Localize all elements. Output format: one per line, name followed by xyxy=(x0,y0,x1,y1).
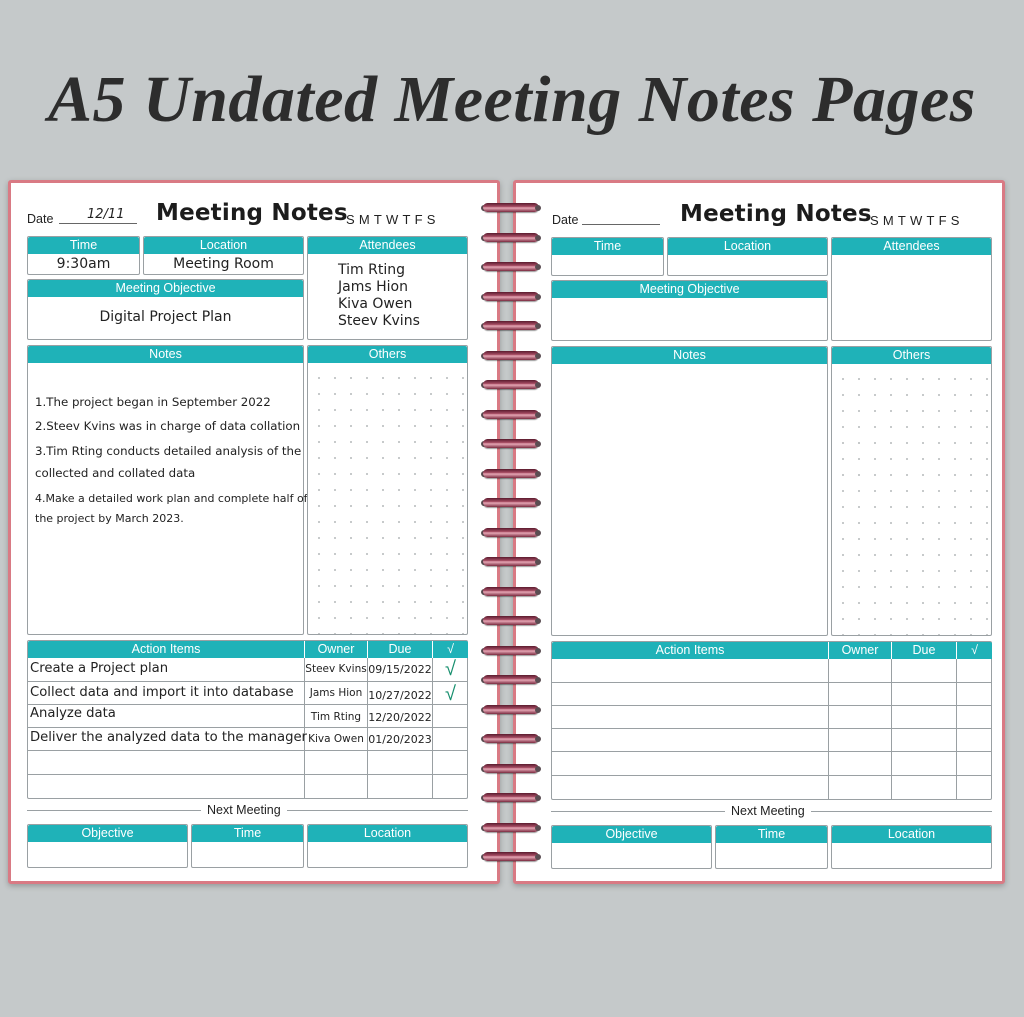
objective-value: Digital Project Plan xyxy=(99,309,232,325)
date-line xyxy=(582,224,660,225)
spiral-ring xyxy=(483,734,541,744)
location-value: Meeting Room xyxy=(173,256,274,272)
table-row xyxy=(28,727,467,751)
weekday-letters: SMTWTFS xyxy=(346,212,440,227)
note-line: the project by March 2023. xyxy=(35,512,184,525)
location-header: Location xyxy=(668,238,827,255)
check-mark-icon: √ xyxy=(445,683,456,705)
action-owner: Tim Rting xyxy=(310,711,362,723)
attendees-box xyxy=(307,236,468,340)
attendees-header: Attendees xyxy=(308,237,467,254)
others-header: Others xyxy=(308,346,467,363)
table-row xyxy=(28,750,467,775)
time-header: Time xyxy=(28,237,139,254)
next-time-box xyxy=(191,824,304,868)
spiral-ring xyxy=(483,587,541,597)
table-row xyxy=(552,728,991,729)
next-objective-header: Objective xyxy=(552,826,711,843)
banner-title: A5 Undated Meeting Notes Pages xyxy=(48,63,976,136)
spiral-ring xyxy=(483,351,541,361)
due-header: Due xyxy=(368,641,432,658)
column-divider xyxy=(956,659,957,799)
due-header: Due xyxy=(892,642,956,659)
spiral-ring xyxy=(483,292,541,302)
next-location-box xyxy=(831,825,992,869)
location-box xyxy=(667,237,828,276)
time-box xyxy=(27,236,140,275)
next-location-header: Location xyxy=(308,825,467,842)
action-due: 09/15/2022 xyxy=(368,663,432,676)
spiral-ring xyxy=(483,764,541,774)
action-item-text: Create a Project plan xyxy=(30,661,169,676)
note-line: collected and collated data xyxy=(35,466,196,480)
action-items-header: Action Items xyxy=(28,641,304,658)
date-value: 12/11 xyxy=(87,207,125,222)
next-time-box xyxy=(715,825,828,869)
action-item-text: Deliver the analyzed data to the manager xyxy=(30,730,307,745)
spiral-ring xyxy=(483,410,541,420)
date-label: Date xyxy=(27,212,54,226)
table-row xyxy=(552,775,991,776)
table-row xyxy=(28,681,467,705)
spiral-ring xyxy=(483,439,541,449)
action-items-table xyxy=(27,640,468,799)
date-label: Date xyxy=(552,213,579,227)
table-row xyxy=(552,682,991,683)
spiral-ring xyxy=(483,675,541,685)
dot-grid xyxy=(832,365,991,635)
spiral-ring xyxy=(483,469,541,479)
action-owner: Steev Kvins xyxy=(305,663,367,675)
notes-box xyxy=(551,346,828,636)
table-row xyxy=(28,704,467,728)
others-header: Others xyxy=(832,347,991,364)
note-line: 2.Steev Kvins was in charge of data collation xyxy=(35,419,301,433)
spiral-ring xyxy=(483,852,541,862)
notes-header: Notes xyxy=(552,347,827,364)
spiral-ring xyxy=(483,823,541,833)
table-row xyxy=(28,658,467,681)
attendees-box xyxy=(831,237,992,341)
spiral-ring xyxy=(483,557,541,567)
others-box xyxy=(831,346,992,636)
action-due: 10/27/2022 xyxy=(368,689,432,702)
column-divider xyxy=(891,659,892,799)
table-row xyxy=(552,751,991,752)
next-meeting-label: Next Meeting xyxy=(725,804,811,818)
owner-header: Owner xyxy=(829,642,891,659)
objective-box xyxy=(551,280,828,341)
attendee: Steev Kvins xyxy=(338,313,420,329)
check-mark-icon: √ xyxy=(445,658,456,680)
notes-box xyxy=(27,345,308,635)
attendees-list xyxy=(338,262,420,330)
note-line: 1.The project began in September 2022 xyxy=(35,395,271,409)
spiral-ring xyxy=(483,321,541,331)
action-item-text: Collect data and import it into database xyxy=(30,685,294,700)
page-title: Meeting Notes xyxy=(156,200,348,226)
owner-header: Owner xyxy=(305,641,367,658)
time-box xyxy=(551,237,664,276)
note-line: 4.Make a detailed work plan and complete half of xyxy=(35,492,308,505)
objective-box xyxy=(27,279,304,340)
left-page xyxy=(8,180,500,884)
spiral-ring xyxy=(483,380,541,390)
action-items-header: Action Items xyxy=(552,642,828,659)
next-objective-box xyxy=(27,824,188,868)
action-item-text: Analyze data xyxy=(30,706,116,721)
attendee: Tim Rting xyxy=(338,262,405,278)
page-title: Meeting Notes xyxy=(680,201,872,227)
objective-header: Meeting Objective xyxy=(552,281,827,298)
next-location-header: Location xyxy=(832,826,991,843)
time-header: Time xyxy=(552,238,663,255)
next-time-header: Time xyxy=(192,825,303,842)
spiral-ring xyxy=(483,616,541,626)
spiral-ring xyxy=(483,498,541,508)
table-row xyxy=(552,705,991,706)
objective-header: Meeting Objective xyxy=(28,280,303,297)
location-box xyxy=(143,236,304,275)
spiral-ring xyxy=(483,646,541,656)
next-time-header: Time xyxy=(716,826,827,843)
right-page xyxy=(513,180,1005,884)
attendee: Kiva Owen xyxy=(338,296,413,312)
spiral-ring xyxy=(483,262,541,272)
column-divider xyxy=(828,659,829,799)
date-line xyxy=(59,223,137,224)
spiral-ring xyxy=(483,705,541,715)
check-header: √ xyxy=(957,642,992,659)
weekday-letters: SMTWTFS xyxy=(870,213,964,228)
next-meeting-label: Next Meeting xyxy=(201,803,287,817)
location-header: Location xyxy=(144,237,303,254)
notes-header: Notes xyxy=(28,346,303,363)
dot-grid xyxy=(308,364,467,634)
action-items-table xyxy=(551,641,992,800)
time-value: 9:30am xyxy=(56,256,111,272)
attendee: Jams Hion xyxy=(338,279,408,295)
spiral-ring xyxy=(483,233,541,243)
table-row xyxy=(28,774,467,799)
check-header: √ xyxy=(433,641,468,658)
next-objective-box xyxy=(551,825,712,869)
next-objective-header: Objective xyxy=(28,825,187,842)
spiral-ring xyxy=(483,203,541,213)
action-owner: Kiva Owen xyxy=(308,733,364,745)
spiral-ring xyxy=(483,793,541,803)
action-owner: Jams Hion xyxy=(309,687,363,699)
spiral-ring xyxy=(483,528,541,538)
note-line: 3.Tim Rting conducts detailed analysis of the xyxy=(35,444,302,458)
action-due: 12/20/2022 xyxy=(368,711,432,724)
others-box xyxy=(307,345,468,635)
action-due: 01/20/2023 xyxy=(368,733,432,746)
next-location-box xyxy=(307,824,468,868)
attendees-header: Attendees xyxy=(832,238,991,255)
